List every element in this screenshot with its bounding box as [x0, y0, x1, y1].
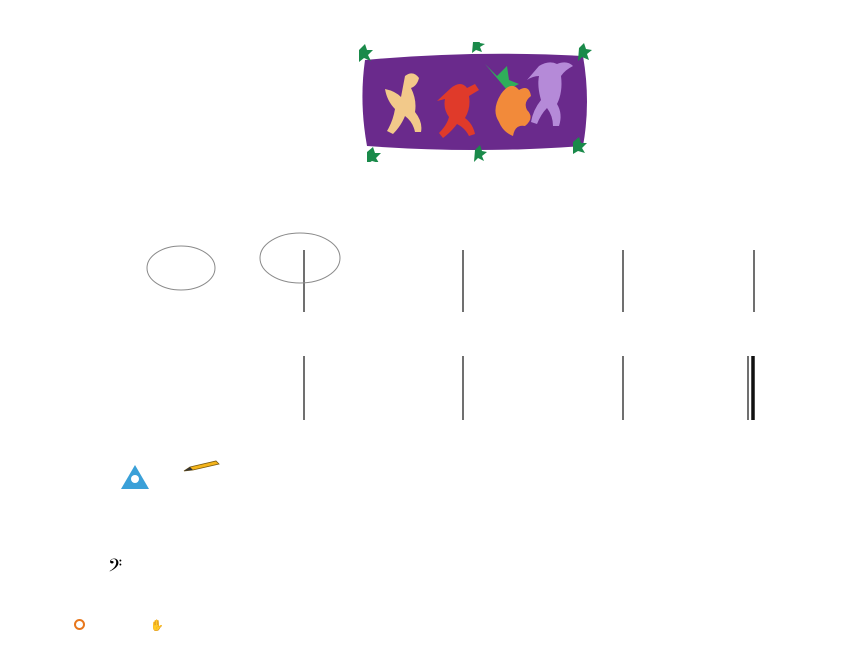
- cd-reference: [74, 619, 85, 631]
- hand-icon: ✋: [150, 620, 164, 632]
- cd-icon: [74, 619, 85, 630]
- bass-clef-icon: 𝄢: [108, 555, 123, 580]
- tv-reference: [150, 619, 170, 632]
